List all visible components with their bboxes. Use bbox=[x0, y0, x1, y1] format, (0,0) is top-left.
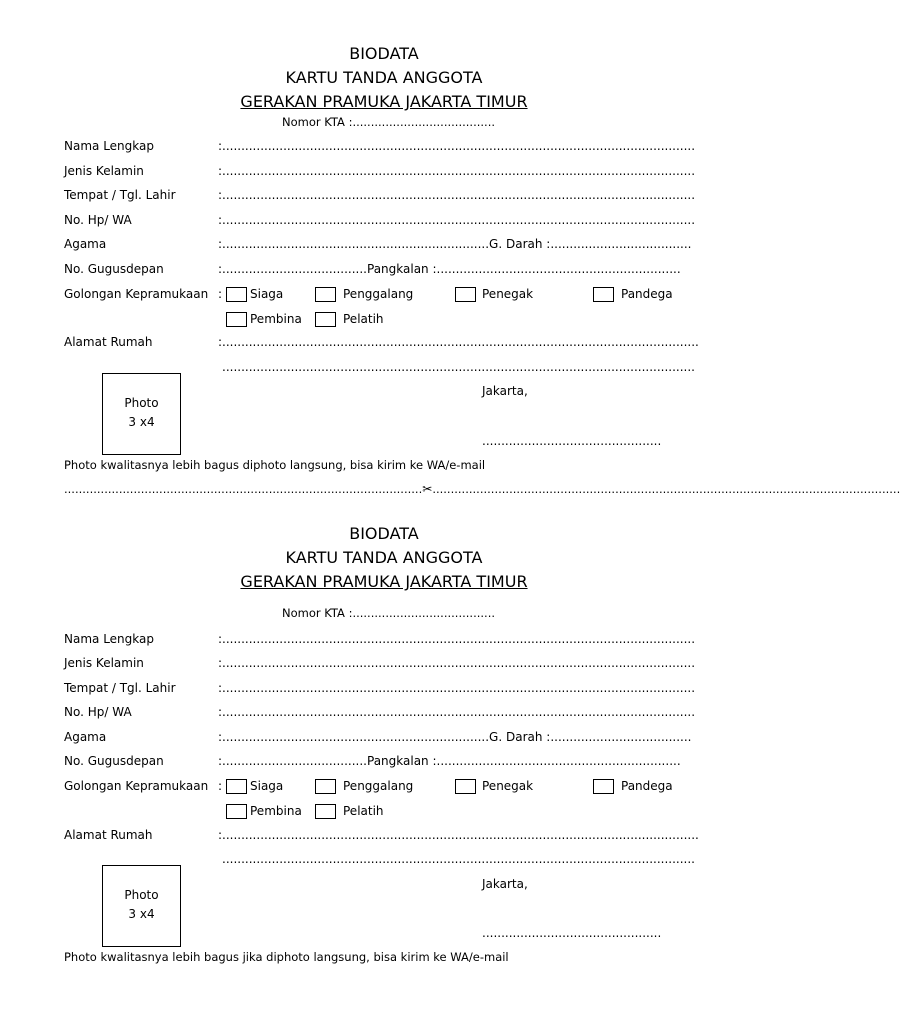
tempat-tgl-lahir-field[interactable]: :............................................................................................................................ bbox=[218, 188, 696, 202]
jenis-kelamin-label: Jenis Kelamin bbox=[64, 164, 144, 178]
alamat-rumah-field-line1[interactable]: :............................................................................................................................. bbox=[218, 335, 699, 349]
tempat-tgl-lahir-label: Tempat / Tgl. Lahir bbox=[64, 188, 176, 202]
signature-field[interactable]: ............................................... bbox=[482, 926, 662, 940]
option-pembina-label: Pembina bbox=[250, 804, 302, 818]
checkbox-siaga[interactable] bbox=[226, 287, 247, 302]
tempat-tgl-lahir-label: Tempat / Tgl. Lahir bbox=[64, 681, 176, 695]
alamat-rumah-label: Alamat Rumah bbox=[64, 828, 153, 842]
form-title-kta: KARTU TANDA ANGGOTA bbox=[285, 68, 483, 87]
golongan-label: Golongan Kepramukaan bbox=[64, 779, 209, 793]
jenis-kelamin-field[interactable]: :............................................................................................................................ bbox=[218, 164, 696, 178]
cut-line bbox=[64, 482, 900, 496]
checkbox-pembina[interactable] bbox=[226, 804, 247, 819]
option-pembina-label: Pembina bbox=[250, 312, 302, 326]
checkbox-penggalang[interactable] bbox=[315, 779, 336, 794]
checkbox-pandega[interactable] bbox=[593, 287, 614, 302]
agama-label: Agama bbox=[64, 730, 107, 744]
form-title-biodata: BIODATA bbox=[349, 44, 419, 63]
jakarta-label: Jakarta, bbox=[482, 384, 528, 398]
agama-darah-field[interactable]: :......................................................................G. Darah :..................................... bbox=[218, 730, 692, 744]
alamat-rumah-label: Alamat Rumah bbox=[64, 335, 153, 349]
alamat-rumah-field-line1[interactable]: :............................................................................................................................. bbox=[218, 828, 699, 842]
nama-lengkap-label: Nama Lengkap bbox=[64, 632, 154, 646]
form-title-organization: GERAKAN PRAMUKA JAKARTA TIMUR bbox=[240, 572, 528, 591]
cut-line-left-dots: .................................................................................................. bbox=[64, 482, 423, 496]
nomor-kta-field[interactable]: Nomor KTA :....................................... bbox=[282, 606, 496, 620]
no-hp-field[interactable]: :............................................................................................................................ bbox=[218, 705, 696, 719]
photo-label: Photo bbox=[124, 888, 159, 902]
option-penegak-label: Penegak bbox=[482, 779, 534, 793]
checkbox-pandega[interactable] bbox=[593, 779, 614, 794]
golongan-colon: : bbox=[218, 779, 223, 793]
checkbox-penggalang[interactable] bbox=[315, 287, 336, 302]
option-pandega-label: Pandega bbox=[621, 287, 673, 301]
photo-box bbox=[102, 373, 181, 455]
checkbox-siaga[interactable] bbox=[226, 779, 247, 794]
checkbox-pembina[interactable] bbox=[226, 312, 247, 327]
option-penggalang-label: Penggalang bbox=[343, 779, 414, 793]
cut-line-right-dots: ................................................................................................................................ bbox=[432, 482, 900, 496]
photo-note: Photo kwalitasnya lebih bagus diphoto langsung, bisa kirim ke WA/e-mail bbox=[64, 458, 486, 472]
nomor-kta-field[interactable]: Nomor KTA :....................................... bbox=[282, 115, 496, 129]
photo-note: Photo kwalitasnya lebih bagus jika diphoto langsung, bisa kirim ke WA/e-mail bbox=[64, 950, 509, 964]
no-hp-label: No. Hp/ WA bbox=[64, 705, 132, 719]
golongan-label: Golongan Kepramukaan bbox=[64, 287, 209, 301]
alamat-rumah-field-line2[interactable]: ............................................................................................................................ bbox=[222, 360, 695, 374]
gugusdepan-pangkalan-field[interactable]: :......................................Pangkalan :................................................................ bbox=[218, 754, 681, 768]
checkbox-pelatih[interactable] bbox=[315, 312, 336, 327]
photo-label: Photo bbox=[124, 396, 159, 410]
option-penggalang-label: Penggalang bbox=[343, 287, 414, 301]
option-pelatih-label: Pelatih bbox=[343, 312, 384, 326]
photo-box bbox=[102, 865, 181, 947]
no-hp-field[interactable]: :............................................................................................................................ bbox=[218, 213, 696, 227]
no-gugusdepan-label: No. Gugusdepan bbox=[64, 754, 164, 768]
photo-size-label: 3 x4 bbox=[128, 415, 155, 429]
jenis-kelamin-label: Jenis Kelamin bbox=[64, 656, 144, 670]
nama-lengkap-label: Nama Lengkap bbox=[64, 139, 154, 153]
option-pandega-label: Pandega bbox=[621, 779, 673, 793]
photo-size-label: 3 x4 bbox=[128, 907, 155, 921]
scissors-icon: ✂ bbox=[422, 482, 433, 496]
checkbox-pelatih[interactable] bbox=[315, 804, 336, 819]
form-title-organization: GERAKAN PRAMUKA JAKARTA TIMUR bbox=[240, 92, 528, 111]
tempat-tgl-lahir-field[interactable]: :............................................................................................................................ bbox=[218, 681, 696, 695]
form-title-biodata: BIODATA bbox=[349, 524, 419, 543]
option-pelatih-label: Pelatih bbox=[343, 804, 384, 818]
signature-field[interactable]: ............................................... bbox=[482, 434, 662, 448]
jenis-kelamin-field[interactable]: :............................................................................................................................ bbox=[218, 656, 696, 670]
no-gugusdepan-label: No. Gugusdepan bbox=[64, 262, 164, 276]
option-siaga-label: Siaga bbox=[250, 779, 284, 793]
nama-lengkap-field[interactable]: :............................................................................................................................ bbox=[218, 139, 696, 153]
checkbox-penegak[interactable] bbox=[455, 779, 476, 794]
option-siaga-label: Siaga bbox=[250, 287, 284, 301]
no-hp-label: No. Hp/ WA bbox=[64, 213, 132, 227]
nama-lengkap-field[interactable]: :............................................................................................................................ bbox=[218, 632, 696, 646]
option-penegak-label: Penegak bbox=[482, 287, 534, 301]
agama-label: Agama bbox=[64, 237, 107, 251]
gugusdepan-pangkalan-field[interactable]: :......................................Pangkalan :................................................................ bbox=[218, 262, 681, 276]
alamat-rumah-field-line2[interactable]: ............................................................................................................................ bbox=[222, 852, 695, 866]
agama-darah-field[interactable]: :......................................................................G. Darah :..................................... bbox=[218, 237, 692, 251]
golongan-colon: : bbox=[218, 287, 223, 301]
jakarta-label: Jakarta, bbox=[482, 877, 528, 891]
checkbox-penegak[interactable] bbox=[455, 287, 476, 302]
form-title-kta: KARTU TANDA ANGGOTA bbox=[285, 548, 483, 567]
